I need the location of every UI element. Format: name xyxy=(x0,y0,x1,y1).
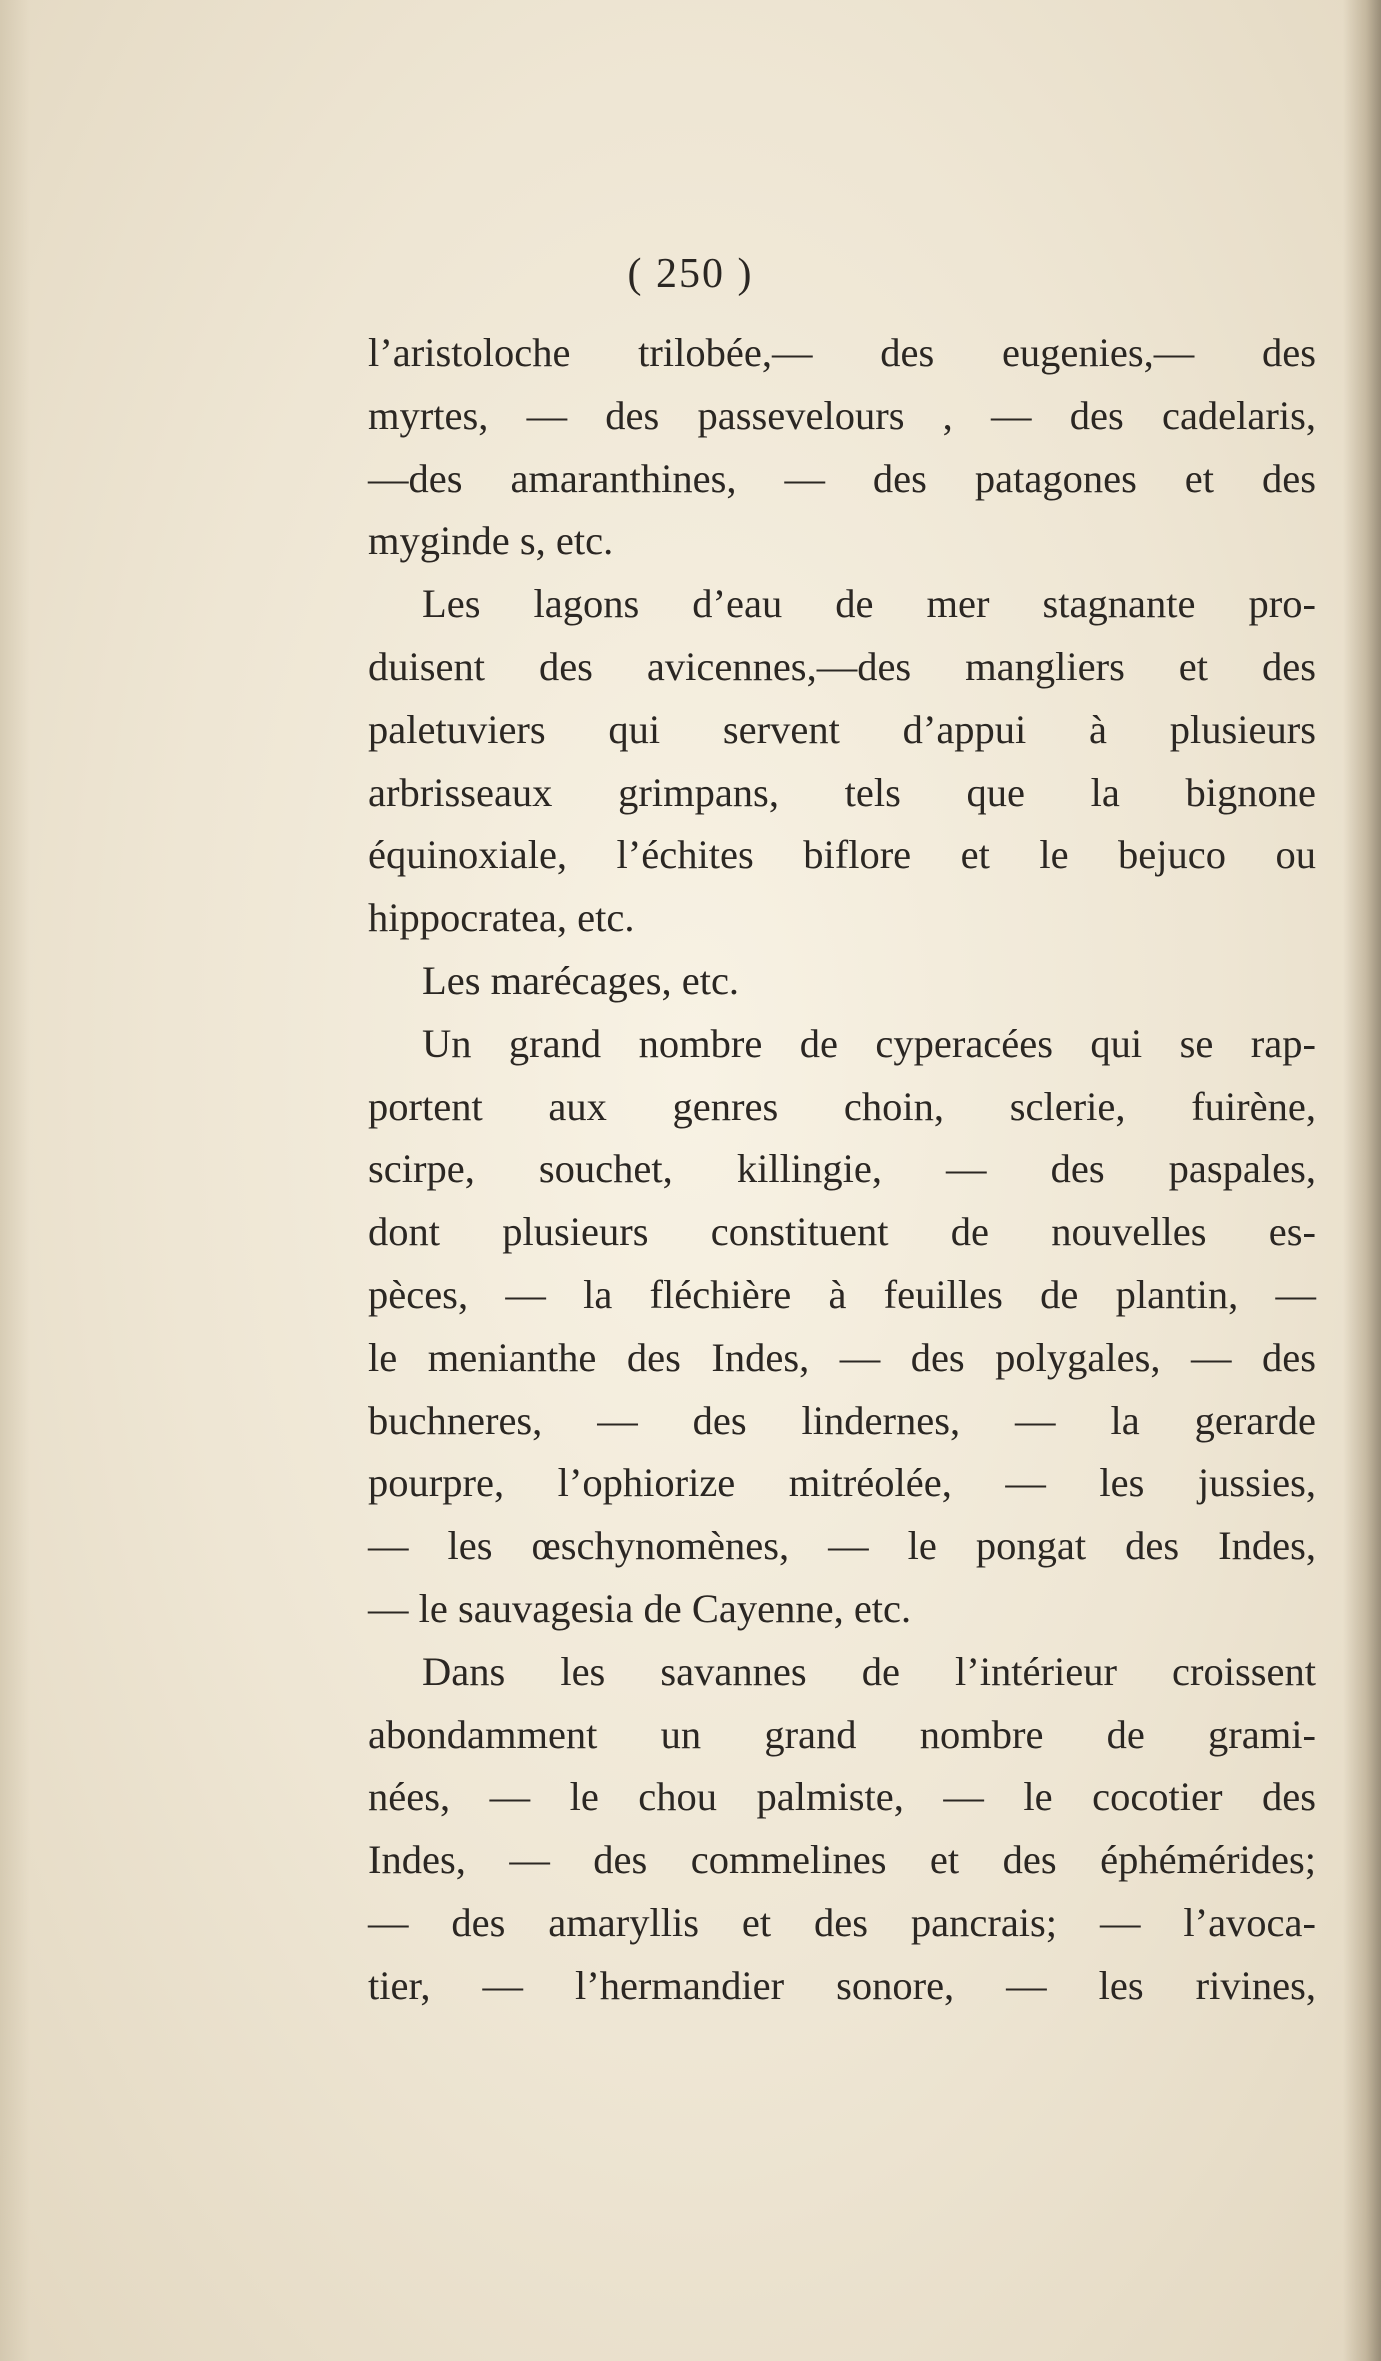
text-line: tier, — l’hermandier sonore, — les rivines, xyxy=(368,1962,1316,2008)
text-line: équinoxiale, l’échites biflore et le bejuco ou xyxy=(368,832,1316,878)
text-line: nées, — le chou palmiste, — le cocotier des xyxy=(368,1774,1316,1820)
binding-gutter-shadow xyxy=(1343,0,1381,2361)
text-line: pèces, — la fléchière à feuilles de plantin, — xyxy=(368,1271,1316,1317)
text-line: le menianthe des Indes, — des polygales, — des xyxy=(368,1334,1316,1380)
text-line: portent aux genres choin, sclerie, fuirène, xyxy=(368,1083,1316,1129)
paragraph-start-line: Dans les savannes de l’intérieur croissent xyxy=(422,1648,1316,1694)
body-text xyxy=(368,322,1316,2018)
paragraph-end-line: — le sauvagesia de Cayenne, etc. xyxy=(368,1585,912,1631)
text-line: scirpe, souchet, killingie, — des paspales, xyxy=(368,1146,1316,1192)
text-line: buchneres, — des lindernes, — la gerarde xyxy=(368,1397,1316,1443)
text-line: abondamment un grand nombre de grami- xyxy=(368,1711,1316,1757)
page-edge-shadow xyxy=(0,0,30,2361)
paragraph-line: Les marécages, etc. xyxy=(422,957,740,1003)
text-line: — des amaryllis et des pancrais; — l’avoca- xyxy=(368,1899,1316,1945)
paragraph-end-line: hippocratea, etc. xyxy=(368,895,635,941)
text-line: pourpre, l’ophiorize mitréolée, — les jussies, xyxy=(368,1460,1316,1506)
text-line: l’aristoloche trilobée,— des eugenies,— des xyxy=(368,330,1316,375)
text-line: paletuviers qui servent d’appui à plusieurs xyxy=(368,706,1316,752)
text-line: Indes, — des commelines et des éphémérides; xyxy=(368,1837,1316,1883)
page-number: ( 250 ) xyxy=(627,251,754,297)
text-line: — les œschynomènes, — le pongat des Indes, xyxy=(368,1523,1316,1569)
paragraph-end-line: myginde s, etc. xyxy=(368,518,614,564)
text-line: dont plusieurs constituent de nouvelles es- xyxy=(368,1209,1316,1255)
text-line: myrtes, — des passevelours , — des cadelaris, xyxy=(368,392,1316,438)
text-line: —des amaranthines, — des patagones et des xyxy=(368,455,1316,501)
text-line: arbrisseaux grimpans, tels que la bignone xyxy=(368,769,1316,815)
text-line: duisent des avicennes,—des mangliers et des xyxy=(368,643,1316,689)
paragraph-start-line: Les lagons d’eau de mer stagnante pro- xyxy=(422,581,1316,627)
paragraph-start-line: Un grand nombre de cyperacées qui se rap- xyxy=(422,1020,1316,1066)
